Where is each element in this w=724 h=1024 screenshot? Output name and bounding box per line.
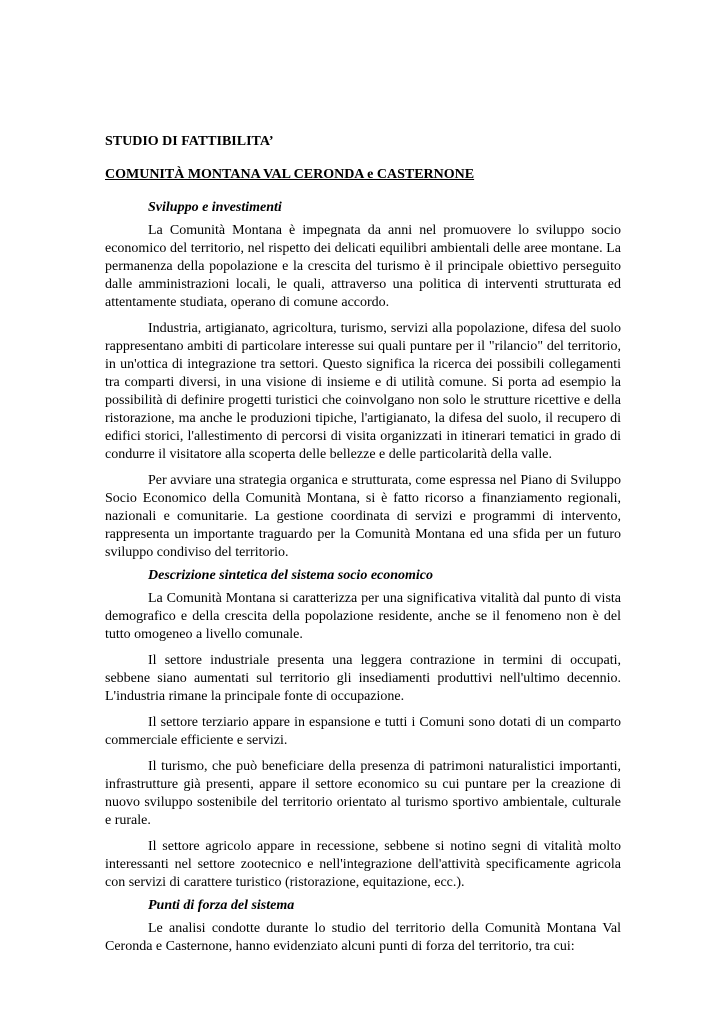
document-page — [105, 133, 621, 964]
document-title: STUDIO DI FATTIBILITA’ — [105, 134, 274, 149]
paragraph: La Comunità Montana si caratterizza per una significativa vitalità dal punto di vista demografico e della crescita della popolazione residente, anche se il fenomeno non è del tutto omogeneo a livello comunale. — [105, 591, 621, 642]
paragraph: Il turismo, che può beneficiare della presenza di patrimoni naturalistici importanti, infrastrutture già presenti, appare il settore economico su cui puntare per la creazione di nuovo sviluppo sostenibile del territorio orientato al turismo sportivo ambientale, culturale e rurale. — [105, 759, 621, 828]
section-punti-di-forza — [105, 897, 621, 956]
section-heading: Descrizione sintetica del sistema socio economico — [148, 568, 434, 583]
paragraph: Il settore industriale presenta una leggera contrazione in termini di occupati, sebbene siano aumentati sul territorio gli insediamenti produttivi nell'ultimo decennio. L'industria rimane la principale fonte di occupazione. — [105, 653, 621, 704]
section-sviluppo — [105, 199, 621, 562]
section-heading: Punti di forza del sistema — [148, 898, 295, 913]
paragraph: Il settore agricolo appare in recessione, sebbene si notino segni di vitalità molto interessanti nel settore zootecnico e nell'integrazione dell'attività specificamente agricola con servizi di carattere turistico (ristorazione, equitazione, ecc.). — [105, 839, 621, 890]
paragraph: Il settore terziario appare in espansione e tutti i Comuni sono dotati di un comparto commerciale efficiente e servizi. — [105, 715, 621, 748]
paragraph: Industria, artigianato, agricoltura, turismo, servizi alla popolazione, difesa del suolo rappresentano ambiti di particolare interesse sui quali puntare per il "rilancio" del territorio, in un'ottica di integrazione tra settori. Questo significa la ricerca dei possibili collegamenti tra comparti diversi, in una visione di insieme e di utilità comune. Si porta ad esempio la possibilità di definire progetti turistici che coinvolgano non solo le strutture ricettive e della ristorazione, ma anche le produzioni tipiche, l'artigianato, la difesa del suolo, il recupero di edifici storici, l'allestimento di percorsi di visita organizzati in itinerari tematici in grado di condurre il visitatore alla scoperta delle bellezze e delle particolarità della valle. — [105, 321, 621, 462]
paragraph: Le analisi condotte durante lo studio del territorio della Comunità Montana Val Ceronda e Casternone, hanno evidenziato alcuni punti di forza del territorio, tra cui: — [105, 921, 621, 954]
paragraph: Per avviare una strategia organica e strutturata, come espressa nel Piano di Sviluppo Socio Economico della Comunità Montana, si è fatto ricorso a finanziamento regionali, nazionali e comunitarie. La gestione coordinata di servizi e programmi di intervento, rappresenta un importante traguardo per la Comunità Montana ed una sfida per un futuro sviluppo condiviso del territorio. — [105, 473, 621, 560]
section-descrizione — [105, 567, 621, 892]
paragraph: La Comunità Montana è impegnata da anni nel promuovere lo sviluppo socio economico del territorio, nel rispetto dei delicati equilibri ambientali delle aree montane. La permanenza della popolazione e la crescita del turismo è il principale obiettivo perseguito dalle amministrazioni locali, le quali, attraverso una politica di interventi strutturata ed attentamente studiata, operano di comune accordo. — [105, 223, 621, 310]
document-subtitle: COMUNITÀ MONTANA VAL CERONDA e CASTERNONE — [105, 167, 475, 182]
section-heading: Sviluppo e investimenti — [148, 200, 282, 215]
